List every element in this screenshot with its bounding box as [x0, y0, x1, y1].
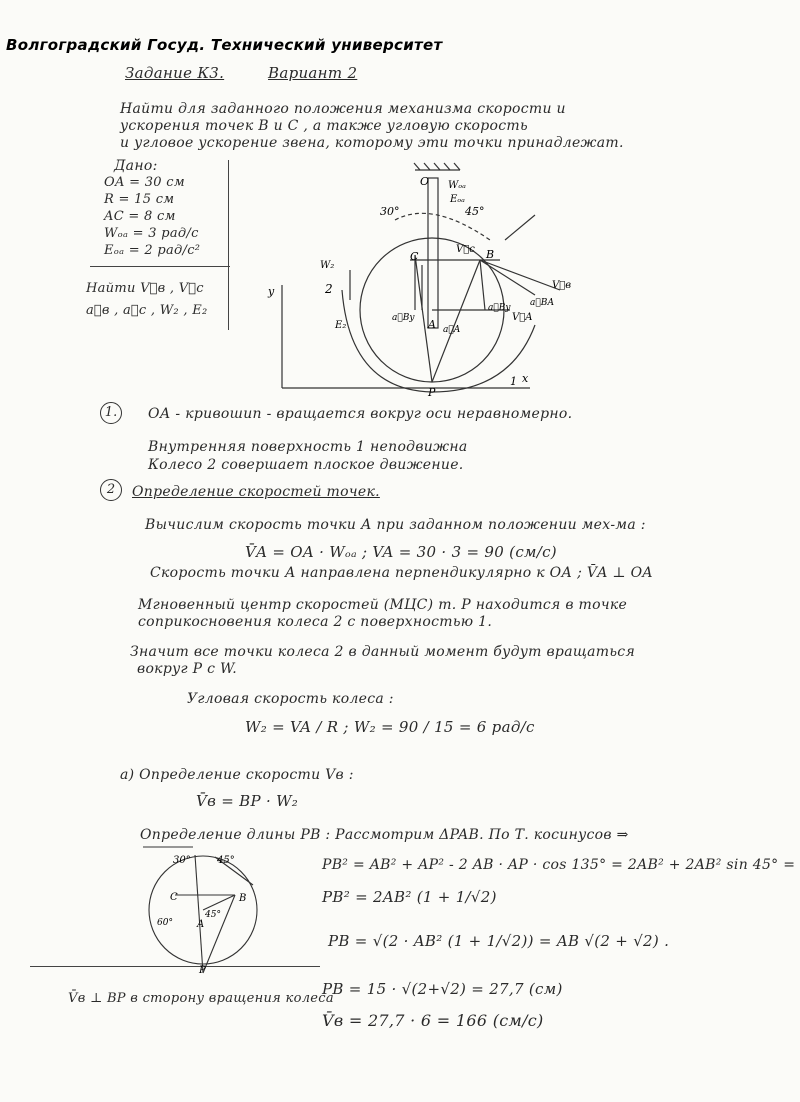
step-2-line: Угловая скорость колеса : [187, 691, 394, 707]
label-aby: a⃗Ву [392, 313, 415, 323]
label-vb: V⃗в [552, 280, 572, 291]
small-label-p: P [199, 965, 206, 975]
part-a-title: а) Определение скорости Vв : [120, 767, 354, 783]
given-vertical-divider [228, 160, 229, 330]
small-label-c: C [170, 892, 178, 903]
label-1: 1 [510, 375, 517, 388]
label-w2: W₂ [320, 260, 335, 271]
label-eoa: Eₒₐ [450, 194, 465, 205]
statement-line-2: ускорения точек В и С , а также угловую скорость [120, 118, 528, 134]
label-x: x [522, 372, 529, 385]
small-label-30: 30° [173, 855, 191, 866]
small-label-45: 45° [217, 855, 235, 866]
step-2-line: Значит все точки колеса 2 в данный момент будут вращаться [130, 644, 636, 660]
step-1-line: Колесо 2 совершает плоское движение. [148, 457, 464, 473]
variant-label: Вариант 2 [268, 64, 358, 82]
given-item: OA = 30 см [104, 175, 185, 190]
part-a-line: PB² = 2AB² (1 + 1/√2) [322, 888, 497, 906]
small-label-b: B [239, 893, 247, 904]
small-label-60: 60° [157, 918, 173, 928]
triangle-pab-diagram [135, 845, 275, 975]
part-a-line: PB = √(2 · AB² (1 + 1/√2)) = AB √(2 + √2) . [328, 932, 670, 950]
part-a-line: PB = 15 · √(2+√2) = 27,7 (см) [322, 980, 563, 998]
part-a-line: V̄в ⊥ BP в сторону вращения колеса [68, 991, 334, 1006]
label-c: C [410, 250, 419, 263]
label-e2: E₂ [335, 320, 347, 331]
step-1-line: Внутренняя поверхность 1 неподвижна [148, 439, 468, 455]
label-b: B [486, 248, 495, 261]
statement-line-3: и угловое ускорение звена, которому эти точки принадлежат. [120, 135, 624, 151]
label-2: 2 [325, 282, 333, 296]
statement-line-1: Найти для заданного положения механизма скорости и [120, 101, 566, 117]
part-a-line: V̄в = BP · W₂ [196, 792, 299, 810]
label-a: A [428, 318, 436, 331]
label-vc: V⃗c [456, 244, 475, 255]
label-va: V⃗A [512, 312, 533, 323]
step-2-line: Мгновенный центр скоростей (МЦС) т. Р находится в точке [138, 597, 628, 613]
given-item: AC = 8 см [104, 209, 176, 224]
label-woa: Wₒₐ [448, 180, 466, 191]
given-item: R = 15 см [104, 192, 175, 207]
find-line-1: Найти V⃗в , V⃗c [86, 281, 204, 296]
step-2-line: Скорость точки А направлена перпендикулярно к ОА ; V̄A ⊥ OA [150, 565, 653, 581]
step-2-title: Определение скоростей точек. [132, 484, 380, 500]
given-item: Eₒₐ = 2 рад/с² [104, 243, 201, 258]
step-2-line: соприкосновения колеса 2 с поверхностью 1. [138, 614, 493, 630]
given-item: Wₒₐ = 3 рад/с [104, 226, 199, 241]
step-1-number: 1. [100, 402, 122, 424]
find-line-2: a⃗в , a⃗c , W₂ , E₂ [86, 303, 208, 318]
part-a-line: PB² = AB² + AP² - 2 AB · AP · cos 135° = 2AB² + 2AB² sin 45° = [322, 857, 796, 873]
label-p: P [428, 386, 436, 399]
label-o: O [420, 175, 430, 188]
small-label-a: A [197, 919, 205, 930]
university-header: Волгоградский Госуд. Технический университет [6, 36, 443, 54]
label-abu: a⃗Ву [488, 303, 511, 313]
step-1-line: ОА - кривошип - вращается вокруг оси неравномерно. [148, 406, 573, 422]
step-2-line: Вычислим скорость точки А при заданном положении мех-ма : [145, 517, 646, 533]
small-label-45b: 45° [205, 910, 221, 920]
label-30: 30° [380, 205, 400, 218]
step-2-number: 2 [100, 479, 122, 501]
label-ar: a⃗A [443, 325, 461, 335]
step-2-line: вокруг Р с W. [137, 661, 237, 677]
given-divider [90, 266, 230, 267]
label-aba: a⃗ВА [530, 298, 555, 308]
label-y: y [268, 285, 275, 298]
part-a-line: V̄в = 27,7 · 6 = 166 (см/с) [322, 1011, 544, 1030]
label-45: 45° [465, 205, 485, 218]
given-title: Дано: [114, 158, 158, 174]
step-2-formula-w2: W₂ = VA / R ; W₂ = 90 / 15 = 6 рад/с [245, 718, 535, 736]
step-2-formula-va: V̄A = OA · Wₒₐ ; VA = 30 · 3 = 90 (см/с) [245, 543, 557, 561]
task-label: Задание К3. [125, 64, 225, 82]
part-a-line: Определение длины PB : Рассмотрим ΔPAB. По Т. косинусов ⇒ [140, 827, 629, 843]
mechanism-diagram [260, 160, 580, 400]
